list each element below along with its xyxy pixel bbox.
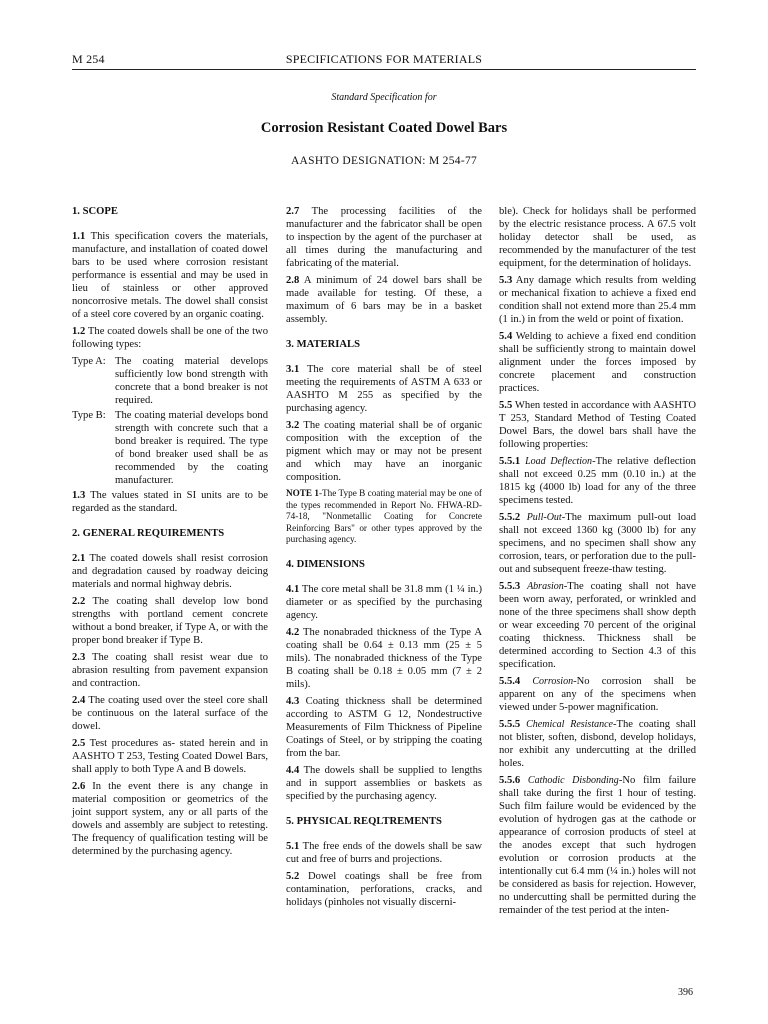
standard-spec-label: Standard Specification for [331,92,437,103]
paragraph-5-2-continued: ble). Check for holidays shall be performed by the electric resistance process. A 67.5 volt holiday detector shall be used, as recommended by the manufacturer of the test equipment, for the determination of holidays. [499,206,696,269]
column-2 [286,205,482,913]
paragraph-4-2: 4.2 The nonabraded thickness of the Type A coating shall be 0.64 ± 0.13 mm (25 ± 5 mils). The nonabraded thickness of the Type B coating shall be 0.18 ± 0.05 mm (7 ± 2 mils). [286,626,482,690]
paragraph-2-8: 2.8 A minimum of 24 dowel bars shall be made available for testing. Of these, a maximum of 6 bars may be in a basket assembly. [286,275,482,325]
section-heading-physical: 5. PHYSICAL REQLTREMENTS [286,815,442,827]
paragraph-2-5: 2.5 Test procedures as- stated herein and in AASHTO T 253, Testing Coated Dowel Bars, shall apply to both Type A and B dowels. [72,738,268,775]
column-3 [499,205,696,921]
paragraph-4-1: 4.1 The core metal shall be 31.8 mm (1 ¼ in.) diameter or as specified by the purchasing agency. [286,583,482,621]
aashto-designation: AASHTO DESIGNATION: M 254-77 [290,155,478,167]
spec-code: M 254 [72,52,105,66]
page-number: 396 [678,987,693,998]
paragraph-5-1: 5.1 The free ends of the dowels shall be saw cut and free of burrs and projections. [286,840,482,865]
type-a-item: Type A: The coating material develops sufficiently low bond strength with concrete that a bond breaker is not required. [72,356,268,406]
paragraph-5-5-3: 5.5.3 Abrasion-The coating shall not have been worn away, perforated, or wrinkled and none of the three specimens shall show depth or wear exceeding 70 percent of the original coating thickness. Thickness shall be determined according to Section 4.3 of this specification. [499,581,696,670]
section-heading-dimensions: 4. DIMENSIONS [286,558,365,570]
paragraph-3-2: 3.2 The coating material shall be of organic composition with the exception of the pigment which may or may not be present and which may have an inorganic composition. [286,420,482,483]
paragraph-1-2: 1.2 The coated dowels shall be one of the two following types: [72,326,268,350]
paragraph-5-5-4: 5.5.4 Corrosion-No corrosion shall be apparent on any of the specimens when viewed under 5-power magnification. [499,676,696,713]
paragraph-5-5-5: 5.5.5 Chemical Resistance-The coating shall not blister, soften, disbond, develop holidays, nor exhibit any undercutting at the drilled holes. [499,719,696,769]
paragraph-2-4: 2.4 The coating used over the steel core shall be continuous on the lateral surface of the dowel. [72,695,268,732]
paragraph-2-3: 2.3 The coating shall resist wear due to abrasion resulting from pavement expansion and contraction. [72,652,268,689]
paragraph-1-1: 1.1 This specification covers the materials, manufacture, and installation of coated dowel bars to be used where corrosion resistant performance is essential and may be used in lieu of stainless or other approved noncorrosive metals. The dowel shall consist of a steel core covered by an organic coating. [72,231,268,320]
paragraph-5-2: 5.2 Dowel coatings shall be free from contamination, perforations, cracks, and holidays (pinholes not visually discerni- [286,870,482,908]
paragraph-3-1: 3.1 The core material shall be of steel meeting the requirements of ASTM A 633 or AASHTO M 255 as specified by the purchasing agency. [286,364,482,414]
header-rule [72,69,696,70]
paragraph-5-5: 5.5 When tested in accordance with AASHTO T 253, Standard Method of Testing Coated Dowel Bars, the dowel bars shall have the following properties: [499,400,696,450]
column-1 [72,205,268,862]
paragraph-2-6: 2.6 In the event there is any change in material composition or geometrics of the joint support system, any or all parts of the dowels and assembly are subject to retesting. The frequency of qualification testing will be determined by the purchasing agency. [72,781,268,857]
paragraph-5-5-6: 5.5.6 Cathodic Disbonding-No film failure shall take during the first 1 hour of testing. Such film failure would be evidenced by the evolution of hydrogen gas at the cathode or appearance of corrosion products of steel at the anodes except that such hydrogen evolution or corrosion products at the intentionally cut 6.4 mm (¼ in.) holes will not be considered as basis for rejection. However, no undercutting shall be permitted during the remainder of the test period at the inten- [499,775,696,916]
section-heading-scope: 1. SCOPE [72,206,118,217]
paragraph-4-3: 4.3 Coating thickness shall be determined according to ASTM G 12, Nondestructive Measurements of Film Thickness of Pipeline Coatings of Steel, or by stripping the coating from the bar. [286,695,482,759]
paragraph-2-1: 2.1 The coated dowels shall resist corrosion and degradation caused by roadway deicing materials and normal highway debris. [72,553,268,590]
paragraph-2-7: 2.7 The processing facilities of the manufacturer and the fabricator shall be open to inspection by the agent of the purchaser at all times during the manufacturing and fabricating of the material. [286,206,482,269]
paragraph-5-5-1: 5.5.1 Load Deflection-The relative deflection shall not exceed 0.25 mm (0.10 in.) at the 1815 kg (4000 lb) load for any of the three specimens tested. [499,456,696,506]
running-header [72,52,696,70]
paragraph-5-3: 5.3 Any damage which results from welding or mechanical fixation to achieve a fixed end condition shall not extend more than 25.4 mm (1 in.) in from the weld or point of fixation. [499,275,696,325]
note-1: NOTE 1-The Type B coating material may be one of the types recommended in Report No. FHWA-RD-74-18, "Nonmetallic Coating for Concrete Reinforcing Bars" or other types approved by the purchasing agency. [286,488,482,544]
running-title: SPECIFICATIONS FOR MATERIALS [285,52,483,66]
document-title: Corrosion Resistant Coated Dowel Bars [260,120,508,136]
type-b-item: Type B: The coating material develops bond strength with concrete such that a bond breaker is required. The type of bond breaker used shall be as recommended by the coating manufacturer. [72,410,268,486]
section-heading-materials: 3. MATERIALS [286,339,360,350]
paragraph-5-4: 5.4 Welding to achieve a fixed end condition shall be sufficiently strong to maintain dowel alignment under the forces imposed by concrete placement and construction practices. [499,331,696,394]
paragraph-4-4: 4.4 The dowels shall be supplied to lengths and in support assemblies or baskets as specified by the purchasing agency. [286,764,482,802]
paragraph-5-5-2: 5.5.2 Pull-Out-The maximum pull-out load shall not exceed 1360 kg (3000 lb) for any specimens, and no specimen shall show any corrosion, tears, or perforation due to the pull-out and subsequent freeze-thaw testing. [499,512,696,575]
paragraph-1-3: 1.3 The values stated in SI units are to be regarded as the standard. [72,490,268,514]
paragraph-2-2: 2.2 The coating shall develop low bond strengths with portland cement concrete without a bond breaker, if Type A, or with the proper bond breaker if Type B. [72,596,268,646]
section-heading-general: 2. GENERAL REQUIREMENTS [72,528,225,539]
